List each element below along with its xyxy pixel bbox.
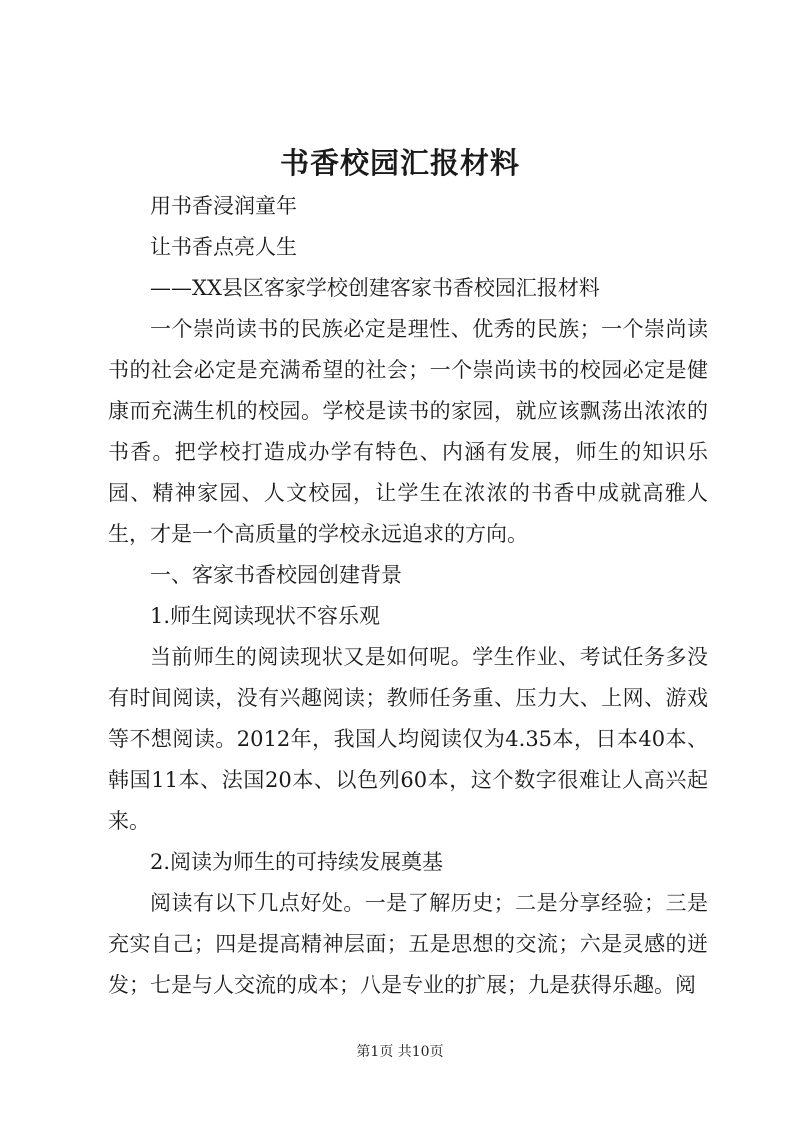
reading-benefits-paragraph: 阅读有以下几点好处。一是了解历史；二是分享经验；三是充实自己；四是提高精神层面；五是思想的交流；六是灵感的迸发；七是与人交流的成本；八是专业的扩展；九是获得乐趣。阅 [108,891,708,997]
page-footer: 第1页 共10页 [356,1044,444,1060]
document-body [108,186,708,1006]
intro-paragraph: 一个崇尚读书的民族必定是理性、优秀的民族；一个崇尚读书的社会必定是充满希望的社会；一个崇尚读书的校园必定是健康而充满生机的校园。学校是读书的家园，就应该飘荡出浓浓的书香。把学校打造成办学有特色、内涵有发展，师生的知识乐园、精神家园、人文校园，让学生在浓浓的书香中成就高雅人生，才是一个高质量的学校永远追求的方向。 [108,317,708,546]
section-heading-1: 一、客家书香校园创建背景 [150,563,402,587]
subtitle-line-3: ——XX县区客家学校创建客家书香校园汇报材料 [150,276,600,300]
subtitle-line-1: 用书香浸润童年 [150,194,297,218]
subsection-heading-2: 2.阅读为师生的可持续发展奠基 [150,850,444,874]
document-title: 书香校园汇报材料 [279,146,520,180]
reading-status-paragraph: 当前师生的阅读现状又是如何呢。学生作业、考试任务多没有时间阅读，没有兴趣阅读；教师任务重、压力大、上网、游戏等不想阅读。2012年，我国人均阅读仅为4.35本，日本40本、韩国11本、法国20本、以色列60本，这个数字很难让人高兴起来。 [108,645,708,833]
subsection-heading-1: 1.师生阅读现状不容乐观 [150,604,381,628]
subtitle-line-2: 让书香点亮人生 [150,235,297,259]
